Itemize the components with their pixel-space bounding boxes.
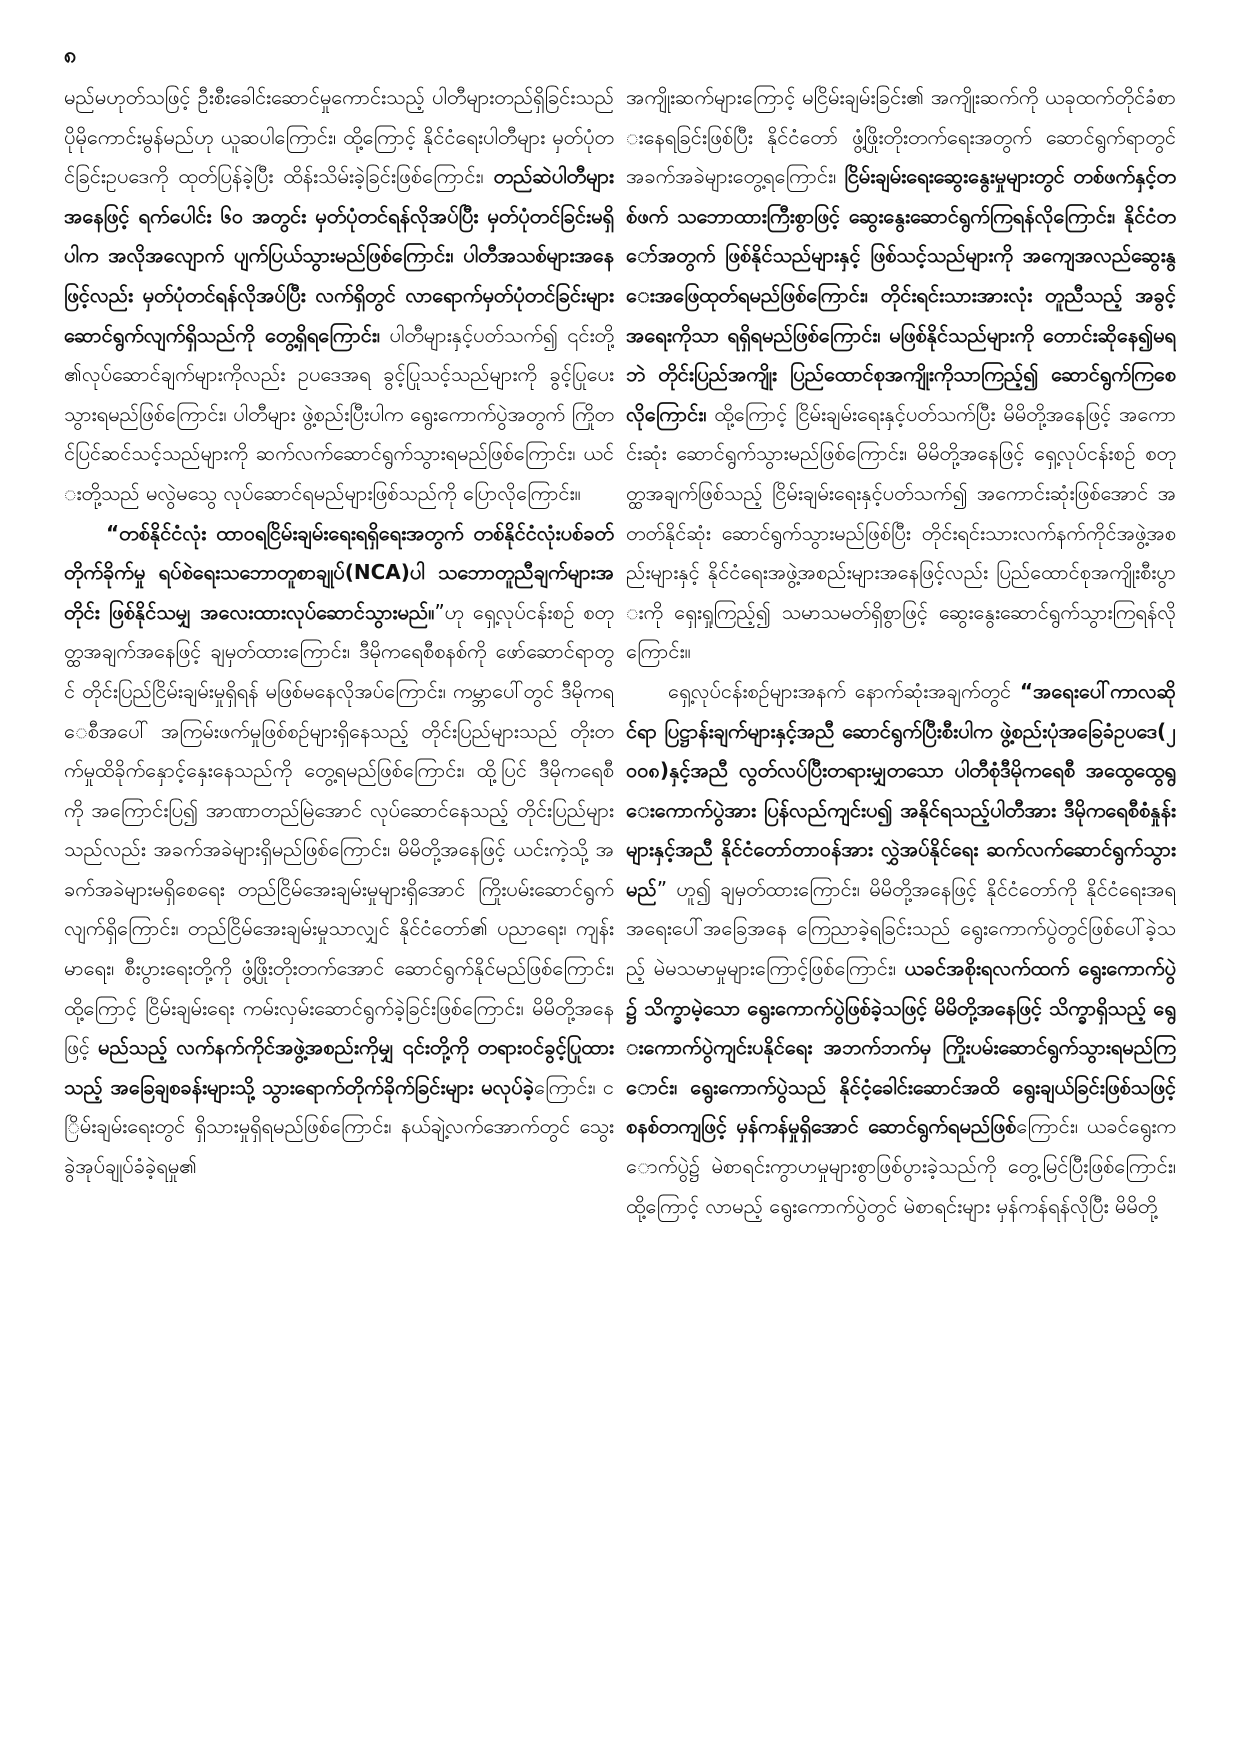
body-text: မည်မဟုတ်သဖြင့် ဦးစီးခေါင်းဆောင်မှုကောင်းသည့် ပါတီများတည်ရှိခြင်းသည် ပိုမိုကောင်းမွန်မည်ဟု ယူဆပါကြောင်း၊ ထို့ကြောင့် နိုင်ငံရေးပါတီများ မှတ်ပုံတင်ခြင်းဥပဒေကို ထုတ်ပြန်ခဲ့ပြီး ထိန်းသိမ်းခဲ့ခြင်းဖြစ်ကြောင်း၊	[64, 85, 614, 189]
body-text: ထို့ကြောင့် ငြိမ်းချမ်းရေးနှင့်ပတ်သက်ပြီး မိမိတို့အနေဖြင့် အကောင်းဆုံး ဆောင်ရွက်သွားမည်ဖြစ်ကြောင်း၊ မိမိတို့အနေဖြင့် ရှေ့လုပ်ငန်းစဉ် စတုတ္ထအချက်ဖြစ်သည့် ငြိမ်းချမ်းရေးနှင့်ပတ်သက်၍ အကောင်းဆုံးဖြစ်အောင် အတတ်နိုင်ဆုံး ဆောင်ရွက်သွားမည်ဖြစ်ပြီး တိုင်းရင်းသားလက်နက်ကိုင်အဖွဲ့အစည်းများနှင့် နိုင်ငံရေးအဖွဲ့အစည်းများအနေဖြင့်လည်း ပြည်ထောင်စုအကျိုးစီးပွားကို ရှေးရှုကြည့်၍ သမာသမတ်ရှိစွာဖြင့် ဆွေးနွေးဆောင်ရွက်သွားကြရန်လိုကြောင်း။	[626, 401, 1176, 664]
bold-text: တည်ဆဲပါတီများအနေဖြင့် ရက်ပေါင်း ၆၀ အတွင်း မှတ်ပုံတင်ရန်လိုအပ်ပြီး မှတ်ပုံတင်ခြင်းမရှိပါက အလိုအလျောက် ပျက်ပြယ်သွားမည်ဖြစ်ကြောင်း၊ ပါတီအသစ်များအနေဖြင့်လည်း မှတ်ပုံတင်ရန်လိုအပ်ပြီး လက်ရှိတွင် လာရောက်မှတ်ပုံတင်ခြင်းများ ဆောင်ရွက်လျက်ရှိသည်ကို တွေ့ရှိရကြောင်း၊	[64, 164, 614, 347]
body-text: အကျိုးဆက်များကြောင့် မငြိမ်းချမ်းခြင်း၏ အကျိုးဆက်ကို ယခုထက်တိုင်ခံစားနေရခြင်းဖြစ်ပြီး နိုင်ငံတော် ဖွံ့ဖြိုးတိုးတက်ရေးအတွက် ဆောင်ရွက်ရာတွင် အခက်အခဲများတွေ့ရကြောင်း၊	[626, 85, 1176, 189]
bold-text: ယခင်အစိုးရလက်ထက် ရွေးကောက်ပွဲ၌ သိက္ခာမဲ့သော ရွေးကောက်ပွဲဖြစ်ခဲ့သဖြင့် မိမိတို့အနေဖြင့် သိက္ခာရှိသည့် ရွေးကောက်ပွဲကျင်းပနိုင်ရေး အဘက်ဘက်မှ ကြိုးပမ်းဆောင်ရွက်သွားရမည်ကြောင်း၊ ရွေးကောက်ပွဲသည် နိုင်ငံ့ခေါင်းဆောင်အထိ ရွေးချယ်ခြင်းဖြစ်သဖြင့် စနစ်တကျဖြင့် မှန်ကန်မှုရှိအောင် ဆောင်ရွက်ရမည်ဖြစ်	[626, 956, 1176, 1139]
bold-quote: “အရေးပေါ်ကာလဆိုင်ရာ ပြဋ္ဌာန်းချက်များနှင့်အညီ ဆောင်ရွက်ပြီးစီးပါက ဖွဲ့စည်းပုံအခြေခံဥပဒေ(၂၀၀၈)နှင့်အညီ လွတ်လပ်ပြီးတရားမျှတသော ပါတီစုံဒီမိုကရေစီ အထွေထွေရွေးကောက်ပွဲအား ပြန်လည်ကျင်းပ၍ အနိုင်ရသည့်ပါတီအား ဒီမိုကရေစီစံနှုန်းများနှင့်အညီ နိုင်ငံတော်တာဝန်အား လွှဲအပ်နိုင်ရေး ဆက်လက်ဆောင်ရွက်သွားမည်	[626, 678, 1176, 901]
left-column	[64, 78, 614, 1718]
page-number: ၈	[64, 43, 77, 68]
body-text: ရှေ့လုပ်ငန်းစဉ်များအနက် နောက်ဆုံးအချက်တွင်	[668, 678, 1020, 703]
body-text: ကြောင်း၊ ငြိမ်းချမ်းရေးတွင် ရှိသားမှုရှိရမည်ဖြစ်ကြောင်း၊ နယ်ချဲ့လက်အောက်တွင် သွေးခွဲအုပ်ချုပ်ခံခဲ့ရမှု၏	[64, 1074, 614, 1179]
body-text: ပါတီများနှင့်ပတ်သက်၍ ၎င်းတို့၏လုပ်ဆောင်ချက်များကိုလည်း ဥပဒေအရ ခွင့်ပြုသင့်သည်များကို ခွင့်ပြုပေးသွားရမည်ဖြစ်ကြောင်း၊ ပါတီများ ဖွဲ့စည်းပြီးပါက ရွေးကောက်ပွဲအတွက် ကြိုတင်ပြင်ဆင်သင့်သည်များကို ဆက်လက်ဆောင်ရွက်သွားရမည်ဖြစ်ကြောင်း၊ ယင်းတို့သည် မလွဲမသွေ လုပ်ဆောင်ရမည်များဖြစ်သည်ကို ပြောလိုကြောင်း။	[64, 322, 614, 505]
body-text: ” ဟူ၍ ချမှတ်ထားကြောင်း၊ မိမိတို့အနေဖြင့် နိုင်ငံတော်ကို နိုင်ငံရေးအရအရေးပေါ်အခြေအနေ ကြေညာခဲ့ရခြင်းသည် ရွေးကောက်ပွဲတွင်ဖြစ်ပေါ်ခဲ့သည့် မဲမသမာမှုများကြောင့်ဖြစ်ကြောင်း၊	[626, 876, 1176, 981]
body-text: ”ဟု ရှေ့လုပ်ငန်းစဉ် စတုတ္ထအချက်အနေဖြင့် ချမှတ်ထားကြောင်း၊ ဒီမိုကရေစီစနစ်ကို ဖော်ဆောင်ရာတွင် တိုင်းပြည်ငြိမ်းချမ်းမှုရှိရန် မဖြစ်မနေလိုအပ်ကြောင်း၊ ကမ္ဘာပေါ်တွင် ဒီမိုကရေစီအပေါ် အကြမ်းဖက်မှုဖြစ်စဉ်များရှိနေသည့် တိုင်းပြည်များသည် တိုးတက်မှုထိခိုက်နှောင့်နှေးနေသည်ကို တွေ့ရမည်ဖြစ်ကြောင်း၊ ထို့ပြင် ဒီမိုကရေစီကို အကြောင်းပြ၍ အာဏာတည်မြဲအောင် လုပ်ဆောင်နေသည့် တိုင်းပြည်များသည်လည်း အခက်အခဲများရှိမည်ဖြစ်ကြောင်း၊ မိမိတို့အနေဖြင့် ယင်းကဲ့သို့ အခက်အခဲများမရှိစေရေး တည်ငြိမ်အေးချမ်းမှုများရှိအောင် ကြိုးပမ်းဆောင်ရွက်လျက်ရှိကြောင်း၊ တည်ငြိမ်အေးချမ်းမှုသာလျှင် နိုင်ငံတော်၏ ပညာရေး၊ ကျန်းမာရေး၊ စီးပွားရေးတို့ကို ဖွံ့ဖြိုးတိုးတက်အောင် ဆောင်ရွက်နိုင်မည်ဖြစ်ကြောင်း၊ ထို့ကြောင့် ငြိမ်းချမ်းရေး ကမ်းလှမ်းဆောင်ရွက်ခဲ့ခြင်းဖြစ်ကြောင်း၊ မိမိတို့အနေဖြင့်	[64, 599, 614, 1060]
bold-quote: “တစ်နိုင်ငံလုံး ထာဝရငြိမ်းချမ်းရေးရရှိရေးအတွက် တစ်နိုင်ငံလုံးပစ်ခတ်တိုက်ခိုက်မှု ရပ်စဲရေးသဘောတူစာချုပ်(NCA)ပါ သဘောတူညီချက်များအတိုင်း ဖြစ်နိုင်သမျှ အလေးထားလုပ်ဆောင်သွားမည်။	[64, 520, 614, 624]
bold-text: မည်သည့် လက်နက်ကိုင်အဖွဲ့အစည်းကိုမျှ ၎င်းတို့ကို တရားဝင်ခွင့်ပြုထားသည့် အခြေချစခန်းများသို့ သွားရောက်တိုက်ခိုက်ခြင်းများ မလုပ်ခဲ့	[64, 1035, 614, 1099]
bold-text: ငြိမ်းချမ်းရေးဆွေးနွေးမှုများတွင် တစ်ဖက်နှင့်တစ်ဖက် သဘောထားကြီးစွာဖြင့် ဆွေးနွေးဆောင်ရွက်ကြရန်လိုကြောင်း၊ နိုင်ငံတော်အတွက် ဖြစ်နိုင်သည်များနှင့် ဖြစ်သင့်သည်များကို အကျေအလည်ဆွေးနွေးအဖြေထုတ်ရမည်ဖြစ်ကြောင်း၊ တိုင်းရင်းသားအားလုံး တူညီသည့် အခွင့်အရေးကိုသာ ရရှိရမည်ဖြစ်ကြောင်း၊ မဖြစ်နိုင်သည်များကို တောင်းဆိုနေ၍မရဘဲ တိုင်းပြည်အကျိုး ပြည်ထောင်စုအကျိုးကိုသာကြည့်၍ ဆောင်ရွက်ကြစေလိုကြောင်း၊	[626, 164, 1176, 426]
paragraph	[64, 514, 614, 1187]
paragraph	[626, 78, 1176, 672]
paragraph	[626, 672, 1176, 1226]
right-column	[626, 78, 1176, 1718]
body-text: ကြောင်း၊ ယခင်ရွေးကောက်ပွဲ၌ မဲစာရင်းကွာဟမှုများစွာဖြစ်ပွားခဲ့သည်ကို တွေ့မြင်ပြီးဖြစ်ကြောင်း၊ ထို့ကြောင့် လာမည့် ရွေးကောက်ပွဲတွင် မဲစာရင်းများ မှန်ကန်ရန်လိုပြီး မိမိတို့	[626, 1114, 1176, 1218]
paragraph	[64, 78, 614, 514]
